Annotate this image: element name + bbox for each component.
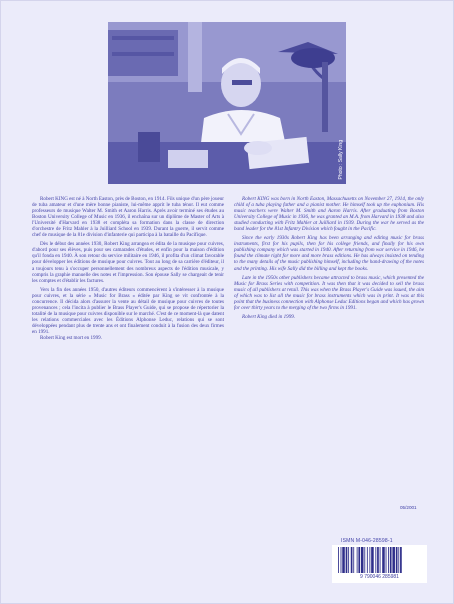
barcode-bar [380, 547, 381, 573]
barcode-bar [388, 547, 389, 573]
barcode-bar [369, 547, 370, 573]
barcode [332, 545, 427, 583]
barcode-bar [400, 547, 402, 573]
english-paragraph: Late in the 1950s other publishers became attracted to brass music, which presented the Music for Brass Series with competition. It was then that it was decided to sell the brass music of all publishers at retail. This was when the Brass Player's Guide was issued, the aim of which was to list all the music for brass instruments which was in print. It was at this point that the business connection with Alphonse Leduc Editions began and which has grown for over thirty years to the merging of the two firms in 1991. [234, 274, 425, 311]
french-paragraph: Vers la fin des années 1950, d'autres éditeurs commencèrent à s'intéresser à la musique pour cuivres, et la série « Music for Brass » éditée par King se vit confrontée à la concurrence. Il décida alors d'assurer la vente au détail de musique pour cuivres de toutes provenances ; cela l'incita à publier le Brass Player's Guide, qui se propose de répertorier la totalité de la musique pour cuivres disponible sur le marché. C'est de ce moment-là que datent les relations commerciales avec les Éditions Alphonse Leduc, relations qui se sont développées pendant plus de trente ans et ont finalement conduit à la fusion des deux firmes en 1991. [32, 286, 224, 335]
ismn-code: ISMN M-046-28598-1 [341, 538, 393, 544]
barcode-bar [396, 547, 398, 573]
barcode-bar [338, 547, 339, 573]
barcode-bar [351, 547, 353, 573]
barcode-bars [332, 545, 427, 575]
barcode-bar [377, 547, 379, 573]
english-paragraph: Robert KING was born in North Easton, Massachusetts on November 27, 1914, the only child of a tuba playing father and a pianist mother. He himself took up the euphonium. His music teachers were Walter M. Smith and Aaron Harris. After graduating from Boston University College of Music in 1936, he was granted an M.A. from Harvard in 1938 and also studied conducting with Fritz Mahler at Juilliard in 1939. During the war he served as the band leader for the 81st Infantry Division which fought in the Pacific. [234, 196, 424, 233]
barcode-bar [390, 547, 392, 573]
english-paragraph: Since the early 1930s Robert King has been arranging and editing music for brass instruments, first for his pupils, then for his college friends, and finally for his own publishing company which was started in 1940. After returning from war service in 1946, he found the climate right for more and more brass editions. He has always insisted on tending to the many details of the music publishing himself, including the hand-drawing of the notes and the printing. His wife Sally did the billing and kept the books. [234, 235, 424, 272]
portrait-photo [108, 22, 346, 184]
french-paragraph: Dès le début des années 1930, Robert King arrangea et édita de la musique pour cuivres, d'abord pour ses élèves, puis pour ses camarades d'études, et enfin pour la maison d'édition qu'il fonda en 1940. À son retour du service militaire en 1946, il profita d'un climat favorable pour développer les éditions de musique pour cuivres. Tout au long de sa carrière d'éditeur, il a toujours tenu à s'occuper personnellement des nombreux aspects de l'édition musicale, y compris la graphie manuelle des notes et l'impression. Son épouse Sally se chargeait de tenir les comptes et d'établir les factures. [32, 241, 224, 284]
barcode-bar [371, 547, 374, 573]
print-date: 05/2001 [400, 505, 417, 510]
barcode-bar [353, 547, 354, 573]
barcode-bar [398, 547, 399, 573]
barcode-bar [364, 547, 365, 573]
barcode-number: 9 790046 285981 [360, 574, 399, 580]
barcode-bar [382, 547, 385, 573]
barcode-bar [357, 547, 358, 573]
barcode-bar [367, 547, 368, 573]
barcode-bar [358, 547, 360, 573]
barcode-bar [392, 547, 395, 573]
photo-credit: Photo : Sally King [338, 140, 344, 180]
french-paragraph: Robert King est mort en 1999. [40, 335, 102, 342]
english-biography [234, 196, 424, 323]
english-paragraph: Robert King died in 1999. [242, 313, 296, 320]
barcode-bar [341, 547, 342, 573]
barcode-bar [348, 547, 349, 573]
portrait-image [108, 22, 346, 184]
barcode-bar [346, 547, 348, 573]
french-biography [32, 196, 224, 344]
barcode-bar [361, 547, 364, 573]
barcode-bar [342, 547, 345, 573]
barcode-bar [375, 547, 376, 573]
barcode-bar [386, 547, 387, 573]
french-paragraph: Robert KING est né à North Easton, près de Boston, en 1914. Fils unique d'un père joueur de tuba amateur et d'une mère bonne pianiste, lui-même apprit le tuba ténor. Il eut comme professeurs de musique Walter M. Smith et Aaron Harris. Après avoir terminé ses études au Boston University College of Music en 1936, il enchaîna sur un diplôme de Master of Arts à l'Université d'Harvard en 1938 et compléta sa formation dans la classe de direction d'orchestre de Fritz Mahler à la Juilliard School en 1939. Durant la guerre, il servit comme chef de musique de la 81e division d'infanterie qui participa à la bataille du Pacifique. [32, 196, 224, 239]
